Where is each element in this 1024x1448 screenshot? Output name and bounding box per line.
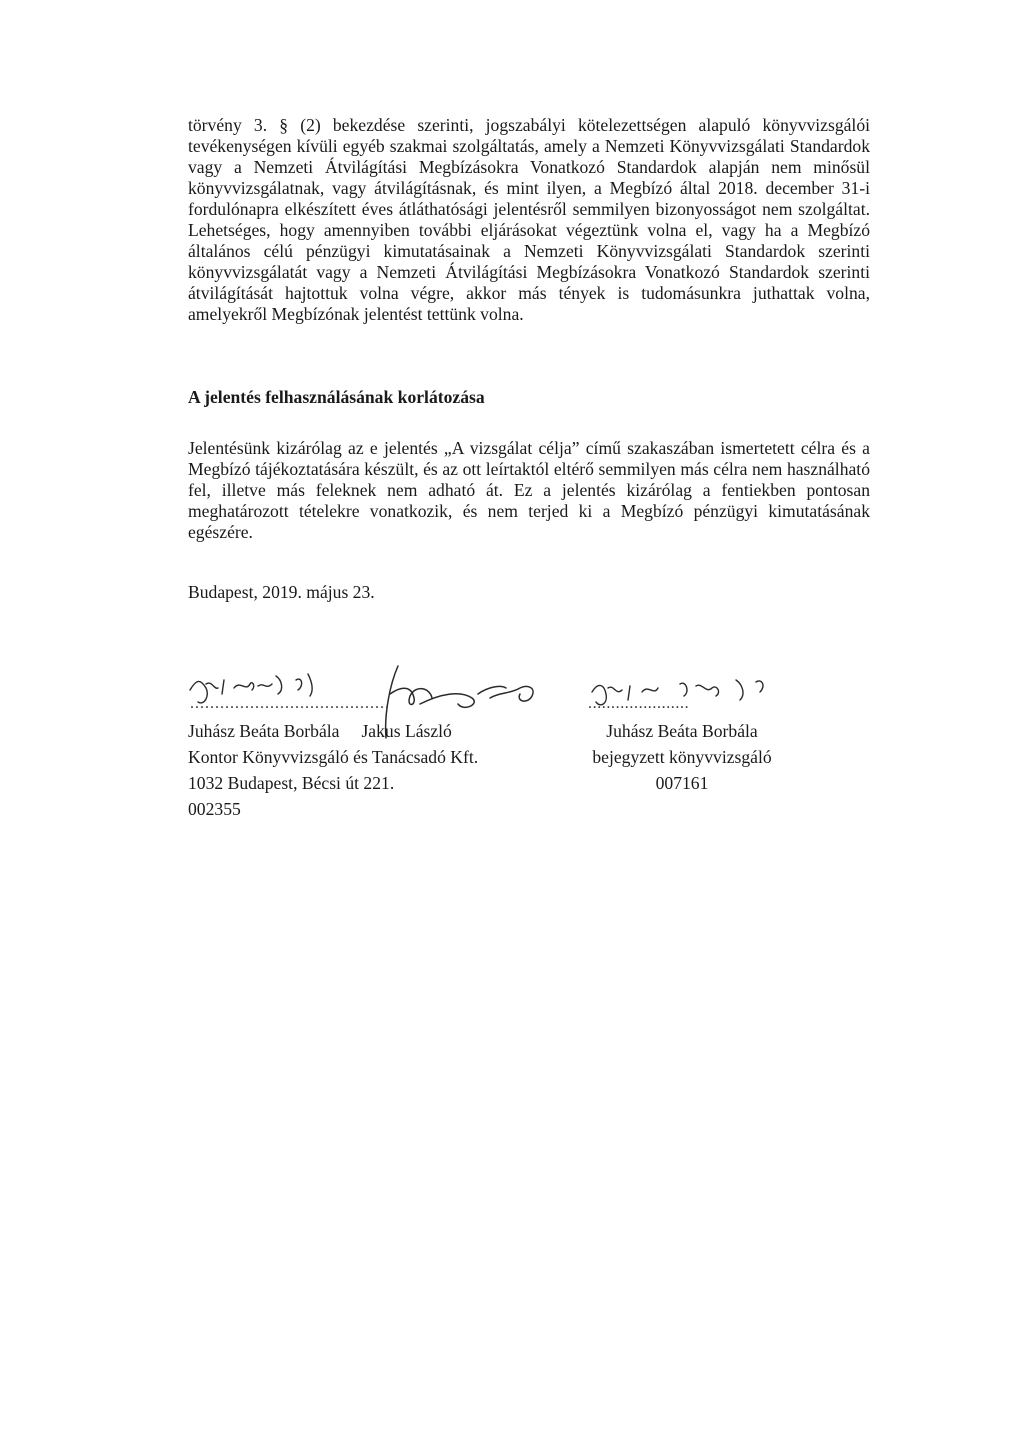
auditor-registration-number: 007161 (655, 773, 709, 793)
signatory-name-jakus: Jakus László (361, 721, 452, 741)
signature-line-left: ........................................ (190, 695, 390, 712)
firm-name: Kontor Könyvvizsgáló és Tanácsadó Kft. (188, 747, 479, 767)
section-heading-usage-restriction: A jelentés felhasználásának korlátozása (188, 387, 485, 407)
paragraph-usage-restriction: Jelentésünk kizárólag az e jelentés „A vizsgálat célja” című szakaszában ismertetett célra és a Megbízó tájékoztatására készült, és az ott leírtaktól eltérő semmilyen más célra nem használható fel, illetve más feleknek nem adható át. Ez a jelentés kizárólag a fentiekben pontosan meghatározott tételekre vonatkozik, és nem terjed ki a Megbízó pénzügyi kimutatásának egészére. (188, 438, 870, 542)
paragraph-scope-limitation: törvény 3. § (2) bekezdése szerinti, jogszabályi kötelezettségen alapuló könyvvizsgálói tevékenységen kívüli egyéb szakmai szolgáltatás, amely a Nemzeti Könyvvizsgálati Standardok vagy a Nemzeti Átvilágítási Megbízásokra Vonatkozó Standardok alapján nem minősül könyvvizsgálatnak, vagy átvilágításnak, és mint ilyen, a Megbízó által 2018. december 31-i fordulónapra elkészített éves átláthatósági jelentésről semmilyen bizonyosságot nem szolgáltat. Lehetséges, hogy amennyiben további eljárásokat végeztünk volna el, vagy ha a Megbízó általános célú pénzügyi kimutatásainak a Nemzeti Könyvvizsgálati Standardok szerinti könyvvizsgálatát vagy a Nemzeti Átvilágítási Megbízásokra Vonatkozó Standardok szerinti átvilágítását hajtottuk volna végre, akkor más tények is tudomásunkra juthattak volna, amelyekről Megbízónak jelentést tettünk volna. (188, 115, 870, 324)
signatory-block-right (587, 718, 777, 796)
firm-address: 1032 Budapest, Bécsi út 221. (188, 773, 395, 793)
place-and-date: Budapest, 2019. május 23. (188, 582, 375, 602)
auditor-title: bejegyzett könyvvizsgáló (592, 747, 772, 767)
signatory-block-left (188, 718, 478, 822)
firm-registration-number: 002355 (188, 799, 241, 819)
signature-line-right: ...................... (588, 695, 690, 712)
auditor-name: Juhász Beáta Borbála (606, 721, 758, 741)
signatory-name-juhasz: Juhász Beáta Borbála (188, 721, 340, 741)
